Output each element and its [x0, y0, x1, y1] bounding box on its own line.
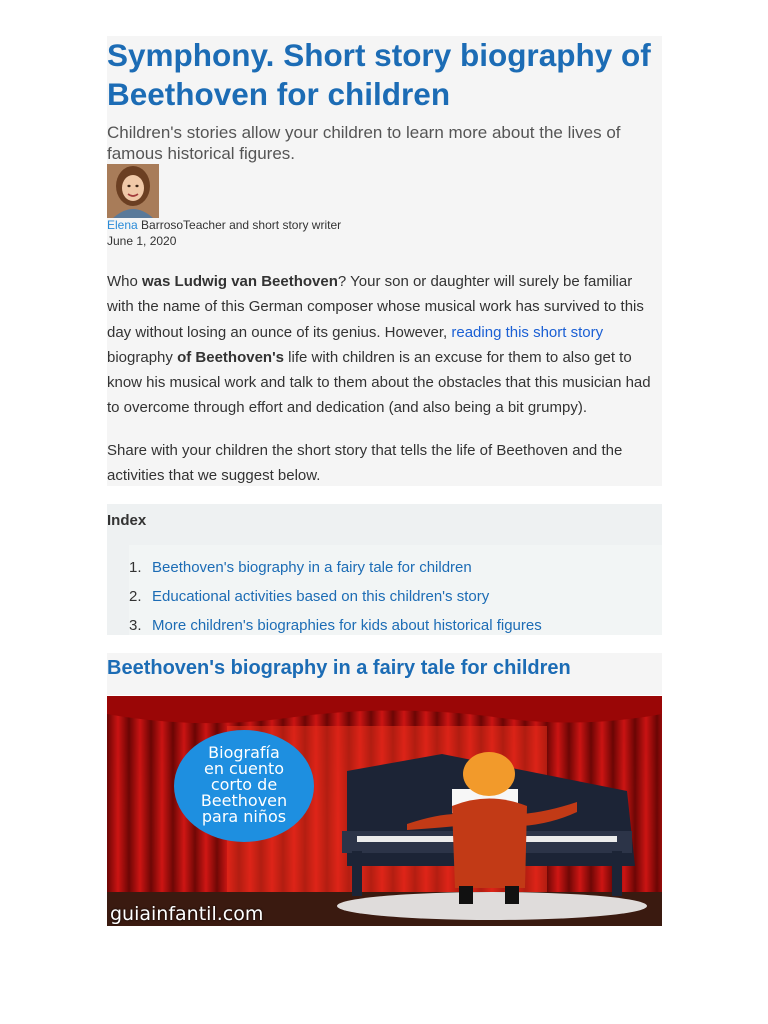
author-link[interactable]: Elena [107, 218, 138, 232]
index-link[interactable]: More children's biographies for kids about historical figures [152, 617, 542, 634]
badge-line: corto de [210, 775, 278, 794]
site-watermark: guiainfantil.com [110, 903, 264, 925]
badge-line: para niños [201, 807, 287, 826]
publish-date: June 1, 2020 [107, 234, 177, 248]
badge-text [174, 745, 314, 825]
author-avatar[interactable] [107, 164, 159, 218]
badge-line: en cuento [203, 759, 285, 778]
article-header [107, 36, 662, 486]
section-heading: Beethoven's biography in a fairy tale for children [107, 657, 571, 679]
table-of-contents [107, 504, 662, 635]
index-link[interactable]: Educational activities based on this children's story [152, 588, 490, 605]
badge-line: Beethoven [200, 791, 288, 810]
hero-illustration [107, 696, 662, 926]
index-link[interactable]: Beethoven's biography in a fairy tale for children [152, 559, 472, 576]
author-description: BarrosoTeacher and short story writer [137, 218, 342, 232]
index-item[interactable] [129, 558, 472, 578]
badge-line: Biografía [208, 743, 280, 762]
article-subtitle: Children's stories allow your children to learn more about the lives of famous historical figures. [107, 123, 621, 163]
text-span: biography [107, 348, 178, 366]
text-span: life with children is an excuse for them to also get to know his musical work and talk to them about the obstacles that this musician had to overcome through effort and dedication (and also being a bit grumpy). [107, 348, 651, 417]
index-item[interactable] [129, 587, 489, 607]
bold-text: of Beethoven's [177, 348, 284, 366]
index-number: 2. [129, 588, 142, 605]
bold-text: was Ludwig van Beethoven [142, 273, 338, 290]
index-list [129, 545, 662, 635]
intro-paragraph [107, 269, 662, 421]
page-title: Symphony. Short story biography of Beethoven for children [107, 37, 651, 112]
index-item[interactable] [129, 616, 542, 636]
section-header [107, 653, 662, 695]
index-number: 3. [129, 617, 142, 634]
share-paragraph: Share with your children the short story that tells the life of Beethoven and the activities that we suggest below. [107, 442, 623, 485]
author-byline [107, 217, 341, 233]
index-title: Index [107, 512, 147, 529]
reading-story-link[interactable]: reading this short story [451, 323, 604, 341]
text-span: Who [107, 273, 143, 290]
index-number: 1. [129, 559, 142, 576]
text-span: ? Your son or daughter will surely be familiar with the name of this German composer whose musical work has survived to this day without losing an ounce of its genius. However, [107, 273, 644, 341]
